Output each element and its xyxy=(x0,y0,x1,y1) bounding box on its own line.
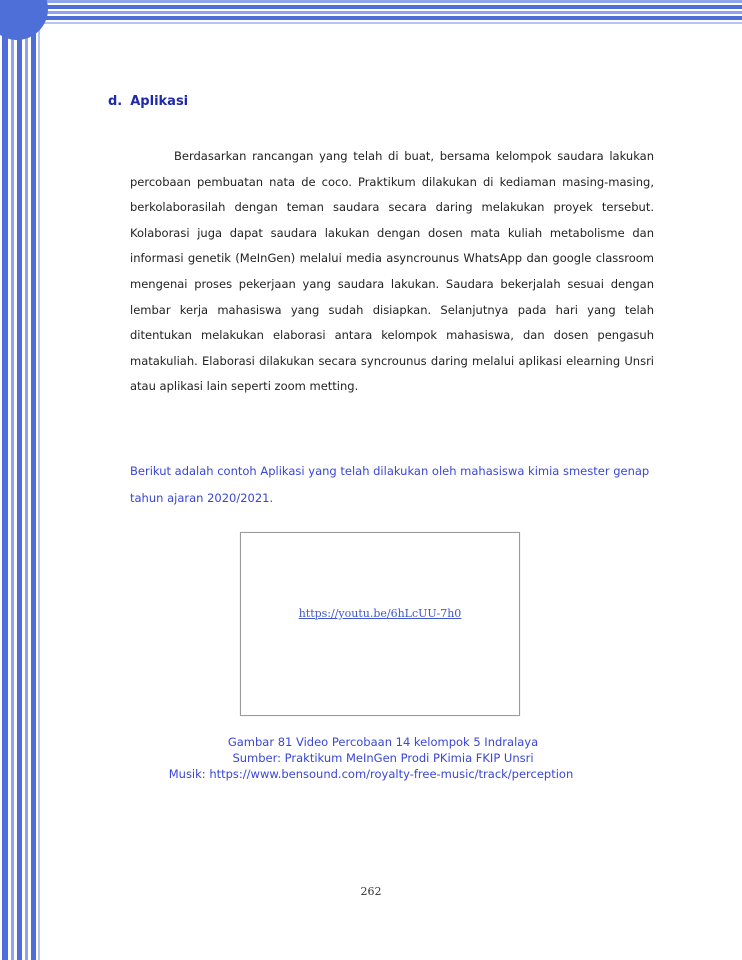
page-number: 262 xyxy=(360,885,382,898)
video-link[interactable]: https://youtu.be/6hLcUU-7h0 xyxy=(298,607,462,620)
section-number: d. xyxy=(108,94,123,109)
figure-music-credit: Musik: https://www.bensound.com/royalty-free-music/track/perception xyxy=(168,767,574,781)
section-heading xyxy=(108,94,188,109)
figure-source: Sumber: Praktikum MeInGen Prodi PKimia FKIP Unsri xyxy=(232,751,534,765)
left-decorative-stripes xyxy=(0,0,44,960)
section-title: Aplikasi xyxy=(130,94,189,109)
top-decorative-stripes xyxy=(0,0,742,28)
video-embed[interactable] xyxy=(240,532,520,716)
body-paragraph: Berdasarkan rancangan yang telah di buat, bersama kelompok saudara lakukan percobaan pembuatan nata de coco. Praktikum dilakukan di kediaman masing-masing, berkolaborasilah dengan teman saudara secara daring melakukan proyek tersebut. Kolaborasi juga dapat saudara lakukan dengan dosen mata kuliah metabolisme dan informasi genetik (MeInGen) melalui media asyncrounus WhatsApp dan google classroom mengenai proses pekerjaan yang saudara lakukan. Saudara bekerjalah sesuai dengan lembar kerja mahasiswa yang sudah disiapkan. Selanjutnya pada hari yang telah ditentukan melakukan elaborasi antara kelompok mahasiswa, dan dosen pengasuh matakuliah. Elaborasi dilakukan secara syncrounus daring melalui aplikasi elearning Unsri atau aplikasi lain seperti zoom metting. xyxy=(130,149,654,394)
figure-caption: Gambar 81 Video Percobaan 14 kelompok 5 Indralaya xyxy=(227,735,539,749)
example-note: Berikut adalah contoh Aplikasi yang telah dilakukan oleh mahasiswa kimia smester genap tahun ajaran 2020/2021. xyxy=(130,464,650,505)
